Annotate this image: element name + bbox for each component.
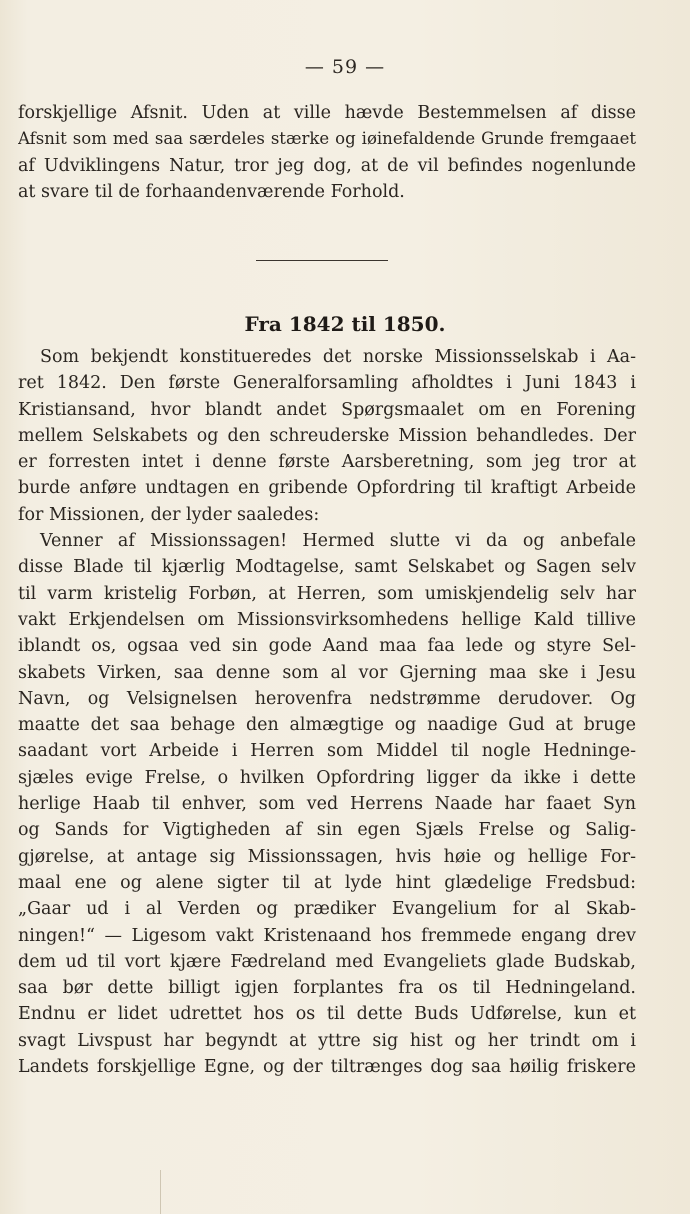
text-line: ret 1842. Den første Generalforsamling afholdtes i Juni 1843 i [18, 373, 636, 394]
text-line: af Udviklingens Natur, tror jeg dog, at de vil befindes nogenlunde [18, 155, 636, 176]
text-line: Kristiansand, hvor blandt andet Spørgsmaalet om en Forening [18, 399, 636, 420]
text-line: Endnu er lidet udrettet hos os til dette Buds Udførelse, kun et [18, 1004, 636, 1025]
text-line: maal ene og alene sigter til at lyde hint glædelige Fredsbud: [18, 872, 636, 893]
text-line: sjæles evige Frelse, o hvilken Opfordring ligger da ikke i dette [18, 767, 636, 788]
text-line: svagt Livspust har begyndt at yttre sig hist og her trindt om i [18, 1030, 636, 1051]
text-line: „Gaar ud i al Verden og prædiker Evangelium for al Skab- [18, 899, 636, 920]
section-divider [256, 260, 388, 261]
text-line: gjørelse, at antage sig Missionssagen, hvis høie og hellige For- [18, 846, 636, 867]
text-line: burde anføre undtagen en gribende Opfordring til kraftigt Arbeide [18, 478, 636, 499]
text-line: maatte det saa behage den almægtige og naadige Gud at bruge [18, 715, 636, 736]
text-line: iblandt os, ogsaa ved sin gode Aand maa faa lede og styre Sel- [18, 636, 636, 657]
section-title: Fra 1842 til 1850. [244, 312, 446, 336]
text-line: er forresten intet i denne første Aarsberetning, som jeg tror at [18, 452, 636, 473]
text-line: Afsnit som med saa særdeles stærke og iøinefaldende Grunde fremgaaet [18, 129, 636, 149]
text-line: Venner af Missionssagen! Hermed slutte vi da og anbefale [40, 531, 636, 552]
text-line: til varm kristelig Forbøn, at Herren, som umiskjendelig selv har [18, 583, 636, 604]
text-line: vakt Erkjendelsen om Missionsvirksomhedens hellige Kald tillive [18, 609, 636, 630]
intro-paragraph [18, 100, 636, 205]
text-line: mellem Selskabets og den schreuderske Mission behandledes. Der [18, 425, 636, 446]
text-line: Som bekjendt konstitueredes det norske Missionsselskab i Aa- [40, 347, 636, 367]
text-line: skabets Virken, saa denne som al vor Gjerning maa ske i Jesu [18, 662, 636, 683]
text-line: disse Blade til kjærlig Modtagelse, samt Selskabet og Sagen selv [18, 557, 636, 578]
text-line: at svare til de forhaandenværende Forhold. [18, 181, 405, 202]
section-body [18, 344, 636, 1080]
text-line: Navn, og Velsignelsen herovenfra nedstrømme derudover. Og [18, 688, 636, 709]
text-line: saadant vort Arbeide i Herren som Middel til nogle Hedninge- [18, 741, 636, 762]
text-line: herlige Haab til enhver, som ved Herrens Naade har faaet Syn [18, 794, 636, 815]
text-line: forskjellige Afsnit. Uden at ville hævde Bestemmelsen af disse [18, 103, 636, 123]
text-line: ningen!“ — Ligesom vakt Kristenaand hos fremmede engang drev [18, 925, 636, 946]
page-edge-mark [160, 1170, 161, 1214]
text-line: saa bør dette billigt igjen forplantes fra os til Hedningeland. [18, 978, 636, 999]
text-line: og Sands for Vigtigheden af sin egen Sjæls Frelse og Salig- [18, 820, 636, 841]
text-line: dem ud til vort kjære Fædreland med Evangeliets glade Budskab, [18, 951, 636, 972]
page-number: — 59 — [304, 56, 386, 78]
text-line: Landets forskjellige Egne, og der tiltrænges dog saa høilig friskere [18, 1057, 636, 1078]
text-line: for Missionen, der lyder saaledes: [18, 504, 320, 525]
